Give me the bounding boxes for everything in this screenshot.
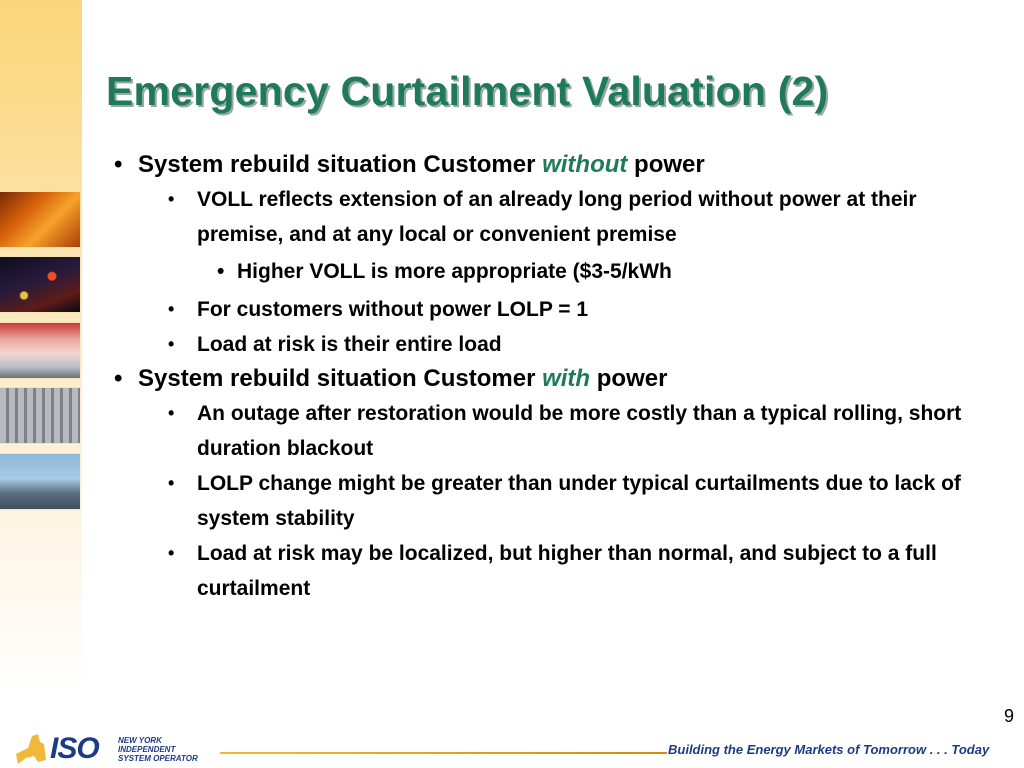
list-item [110, 536, 990, 606]
city-night-lights-photo [0, 256, 80, 313]
bullet-dot-icon: • [168, 543, 175, 563]
list-item [110, 327, 990, 362]
bullet-dot-icon: • [168, 299, 175, 319]
new-york-state-map-icon [14, 732, 48, 766]
section-heading-tail: power [590, 365, 668, 392]
bullet-dot-icon: • [168, 403, 175, 423]
bullet-dot-icon: • [114, 151, 123, 178]
decorative-sidebar [0, 0, 82, 690]
logo-line-1: NEW YORK [118, 736, 162, 745]
list-item-text: LOLP change might be greater than under typical curtailments due to lack of system stability [197, 472, 961, 530]
bullet-dot-icon: • [168, 334, 175, 354]
bullet-dot-icon: • [217, 260, 225, 283]
slide-title: Emergency Curtailment Valuation (2) [106, 68, 829, 114]
list-item [110, 182, 990, 252]
nyiso-logo [14, 732, 214, 766]
trading-floor-photo [0, 322, 80, 379]
logo-line-3: SYSTEM OPERATOR [118, 754, 198, 763]
city-skyline-photo [0, 453, 80, 510]
list-item [110, 396, 990, 466]
footer-tagline: Building the Energy Markets of Tomorrow . . . Today [668, 742, 990, 757]
list-item-text: VOLL reflects extension of an already long period without power at their premise, and at any local or convenient premise [197, 188, 917, 246]
control-room-screens-photo [0, 387, 80, 444]
logo-line-2: INDEPENDENT [118, 745, 176, 754]
section-heading-without-power [110, 148, 990, 182]
section-heading-emphasis: with [542, 365, 591, 392]
list-item-text: An outage after restoration would be more costly than a typical rolling, short duration blackout [197, 402, 962, 460]
list-item-text: Load at risk is their entire load [197, 333, 502, 356]
section-heading-emphasis: without [542, 151, 628, 178]
bullet-dot-icon: • [114, 365, 123, 392]
list-item-text: Higher VOLL is more appropriate ($3-5/kWh [237, 260, 672, 283]
transmission-tower-photo [0, 191, 80, 248]
logo-iso-text: ISO [50, 732, 99, 765]
section-heading-with-power [110, 362, 990, 396]
list-item-text: Load at risk may be localized, but higher than normal, and subject to a full curtailment [197, 542, 937, 600]
list-item [110, 292, 990, 327]
list-item [110, 466, 990, 536]
footer-divider [220, 752, 667, 754]
section-heading-tail: power [627, 151, 705, 178]
list-item-text: For customers without power LOLP = 1 [197, 298, 589, 321]
logo-subtitle [118, 736, 198, 763]
page-number: 9 [1003, 706, 1014, 726]
slide-body [110, 148, 990, 606]
bullet-dot-icon: • [168, 189, 175, 209]
section-heading-lead: System rebuild situation Customer [138, 365, 543, 392]
list-item [110, 252, 990, 292]
section-heading-lead: System rebuild situation Customer [138, 151, 543, 178]
bullet-dot-icon: • [168, 473, 175, 493]
